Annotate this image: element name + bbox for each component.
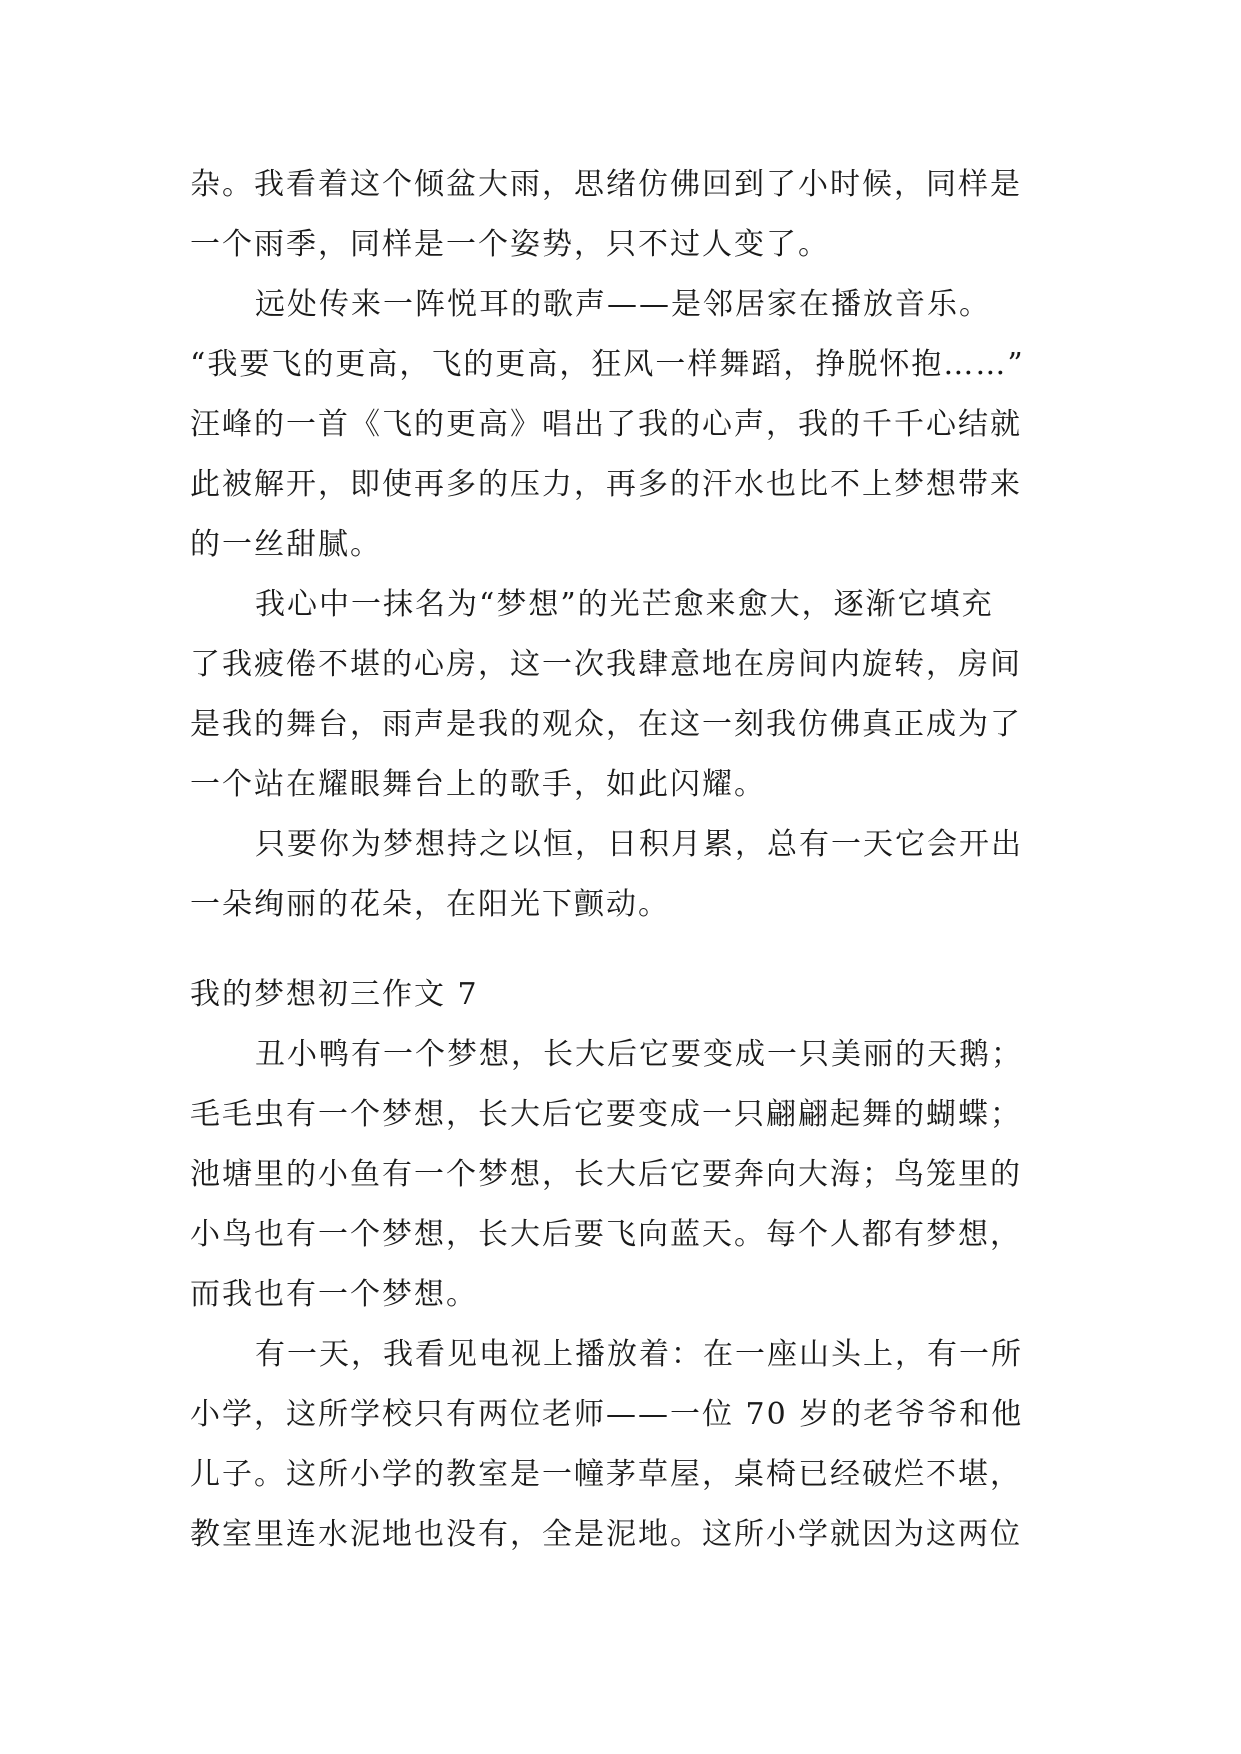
text-line: 教室里连水泥地也没有，全是泥地。这所小学就因为这两位 (190, 1517, 1022, 1552)
text-line: 一个站在耀眼舞台上的歌手，如此闪耀。 (190, 767, 766, 802)
text-line: 杂。我看着这个倾盆大雨，思绪仿佛回到了小时候，同样是 (190, 167, 1022, 202)
text-line: 小学，这所学校只有两位老师——一位 70 岁的老爷爷和他 (190, 1397, 1024, 1432)
paragraph-start-line: 丑小鸭有一个梦想，长大后它要变成一只美丽的天鹅； (255, 1037, 1023, 1072)
text-line: 的一丝甜腻。 (190, 527, 382, 562)
text-line: 毛毛虫有一个梦想，长大后它要变成一只翩翩起舞的蝴蝶； (190, 1097, 1022, 1132)
paragraph-start-line: 只要你为梦想持之以恒，日积月累，总有一天它会开出 (255, 827, 1023, 862)
text-line: 池塘里的小鱼有一个梦想，长大后它要奔向大海；鸟笼里的 (190, 1157, 1022, 1192)
text-line: 一个雨季，同样是一个姿势，只不过人变了。 (190, 227, 830, 262)
text-line: 了我疲倦不堪的心房，这一次我肆意地在房间内旋转，房间 (190, 647, 1022, 682)
text-line: 儿子。这所小学的教室是一幢茅草屋，桌椅已经破烂不堪， (190, 1457, 1022, 1492)
text-line: 是我的舞台，雨声是我的观众，在这一刻我仿佛真正成为了 (190, 707, 1022, 742)
text-line: 一朵绚丽的花朵，在阳光下颤动。 (190, 887, 670, 922)
text-line: 汪峰的一首《飞的更高》唱出了我的心声，我的千千心结就 (190, 407, 1022, 442)
paragraph-start-line: 我心中一抹名为“梦想”的光芒愈来愈大，逐渐它填充 (255, 587, 994, 622)
text-line: “我要飞的更高，飞的更高，狂风一样舞蹈，挣脱怀抱……” (190, 347, 1025, 382)
paragraph-start-line: 远处传来一阵悦耳的歌声——是邻居家在播放音乐。 (255, 287, 991, 322)
text-line: 而我也有一个梦想。 (190, 1277, 478, 1312)
text-line: 此被解开，即使再多的压力，再多的汗水也比不上梦想带来 (190, 467, 1022, 502)
text-line: 小鸟也有一个梦想，长大后要飞向蓝天。每个人都有梦想， (190, 1217, 1022, 1252)
section-title: 我的梦想初三作文 7 (190, 977, 479, 1012)
paragraph-start-line: 有一天，我看见电视上播放着：在一座山头上，有一所 (255, 1337, 1023, 1372)
